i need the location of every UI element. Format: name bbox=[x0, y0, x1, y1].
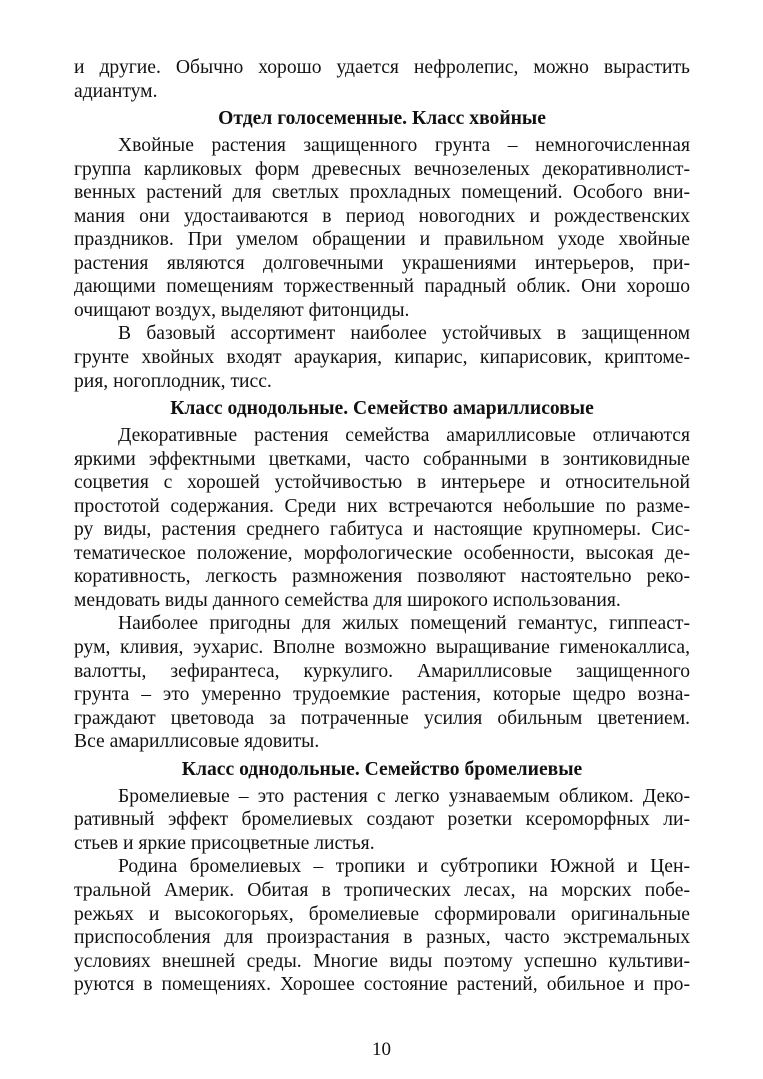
text-line: Наиболее пригодны для жилых помещений гемантус, гиппеаст- bbox=[118, 613, 690, 635]
paragraph bbox=[74, 612, 690, 753]
text-line: приспособления для произрастания в разных, часто экстремальных bbox=[74, 927, 690, 949]
text-line: рия, ногоплодник, тисс. bbox=[74, 370, 272, 392]
text-line: Все амариллисовые ядовиты. bbox=[74, 731, 320, 753]
text-line: очищают воздух, выделяют фитонциды. bbox=[74, 299, 410, 321]
paragraph bbox=[74, 785, 690, 856]
text-line: грунте хвойных входят араукария, кипарис, кипарисовик, криптоме- bbox=[74, 347, 690, 369]
text-line: простотой содержания. Среди них встречаются небольшие по разме- bbox=[74, 495, 690, 517]
text-line: Декоративные растения семейства амариллисовые отличаются bbox=[118, 425, 690, 447]
text-line: яркими эффектными цветками, часто собранными в зонтиковидные bbox=[74, 448, 690, 470]
text-line: ративный эффект бромелиевых создают розетки ксероморфных ли- bbox=[74, 809, 690, 831]
text-line: граждают цветовода за потраченные усилия обильным цветением. bbox=[74, 707, 690, 729]
text-line: Родина бромелиевых – тропики и субтропики Южной и Цен- bbox=[118, 856, 690, 878]
text-line: и другие. Обычно хорошо удается нефролепис, можно вырастить bbox=[74, 57, 690, 78]
text-line: мендовать виды данного семейства для широкого использования. bbox=[74, 589, 621, 611]
page-number: 10 bbox=[372, 1039, 391, 1060]
text-line: праздников. При умелом обращении и правильном уходе хвойные bbox=[74, 229, 690, 251]
text-line: адиантум. bbox=[74, 80, 158, 102]
text-line: В базовый ассортимент наиболее устойчивых в защищенном bbox=[118, 323, 690, 345]
text-line: группа карликовых форм древесных вечнозеленых декоративнолист- bbox=[74, 158, 690, 180]
text-line: ру виды, растения среднего габитуса и настоящие крупномеры. Сис- bbox=[74, 519, 690, 541]
text-line: мания они удостаиваются в период новогодних и рождественских bbox=[74, 205, 690, 227]
text-line: руются в помещениях. Хорошее состояние растений, обильное и про- bbox=[74, 974, 690, 996]
section-heading: Класс однодольные. Семейство бромелиевые bbox=[181, 758, 583, 780]
paragraph bbox=[74, 134, 690, 322]
text-line: рум, кливия, эухарис. Вполне возможно выращивание гименокаллиса, bbox=[74, 637, 690, 659]
page-text bbox=[74, 56, 690, 997]
text-line: дающими помещениям торжественный парадный облик. Они хорошо bbox=[74, 276, 690, 298]
paragraph bbox=[74, 855, 690, 996]
text-line: Хвойные растения защищенного грунта – немногочисленная bbox=[118, 135, 690, 157]
text-line: стьев и яркие присоцветные листья. bbox=[74, 832, 375, 854]
section-heading: Отдел голосеменные. Класс хвойные bbox=[218, 108, 546, 130]
text-line: венных растений для светлых прохладных помещений. Особого вни- bbox=[74, 182, 690, 204]
paragraph bbox=[74, 322, 690, 393]
text-line: соцветия с хорошей устойчивостью в интерьере и относительной bbox=[74, 472, 690, 494]
text-line: условиях внешней среды. Многие виды поэтому успешно культиви- bbox=[74, 950, 690, 972]
text-line: Бромелиевые – это растения с легко узнаваемым обликом. Деко- bbox=[118, 785, 690, 807]
text-line: коративность, легкость размножения позволяют настоятельно реко- bbox=[74, 566, 690, 588]
section-heading: Класс однодольные. Семейство амариллисовые bbox=[170, 398, 594, 420]
paragraph bbox=[74, 56, 690, 103]
text-line: тематическое положение, морфологические особенности, высокая де- bbox=[74, 542, 690, 564]
text-line: тральной Америк. Обитая в тропических лесах, на морских побе- bbox=[74, 879, 690, 901]
text-line: режьях и высокогорьях, бромелиевые сформировали оригинальные bbox=[74, 903, 690, 925]
text-line: растения являются долговечными украшениями интерьеров, при- bbox=[74, 252, 690, 274]
text-line: валотты, зефирантеса, куркулиго. Амариллисовые защищенного bbox=[74, 660, 690, 682]
paragraph bbox=[74, 424, 690, 612]
text-line: грунта – это умеренно трудоемкие растения, которые щедро возна- bbox=[74, 684, 690, 706]
